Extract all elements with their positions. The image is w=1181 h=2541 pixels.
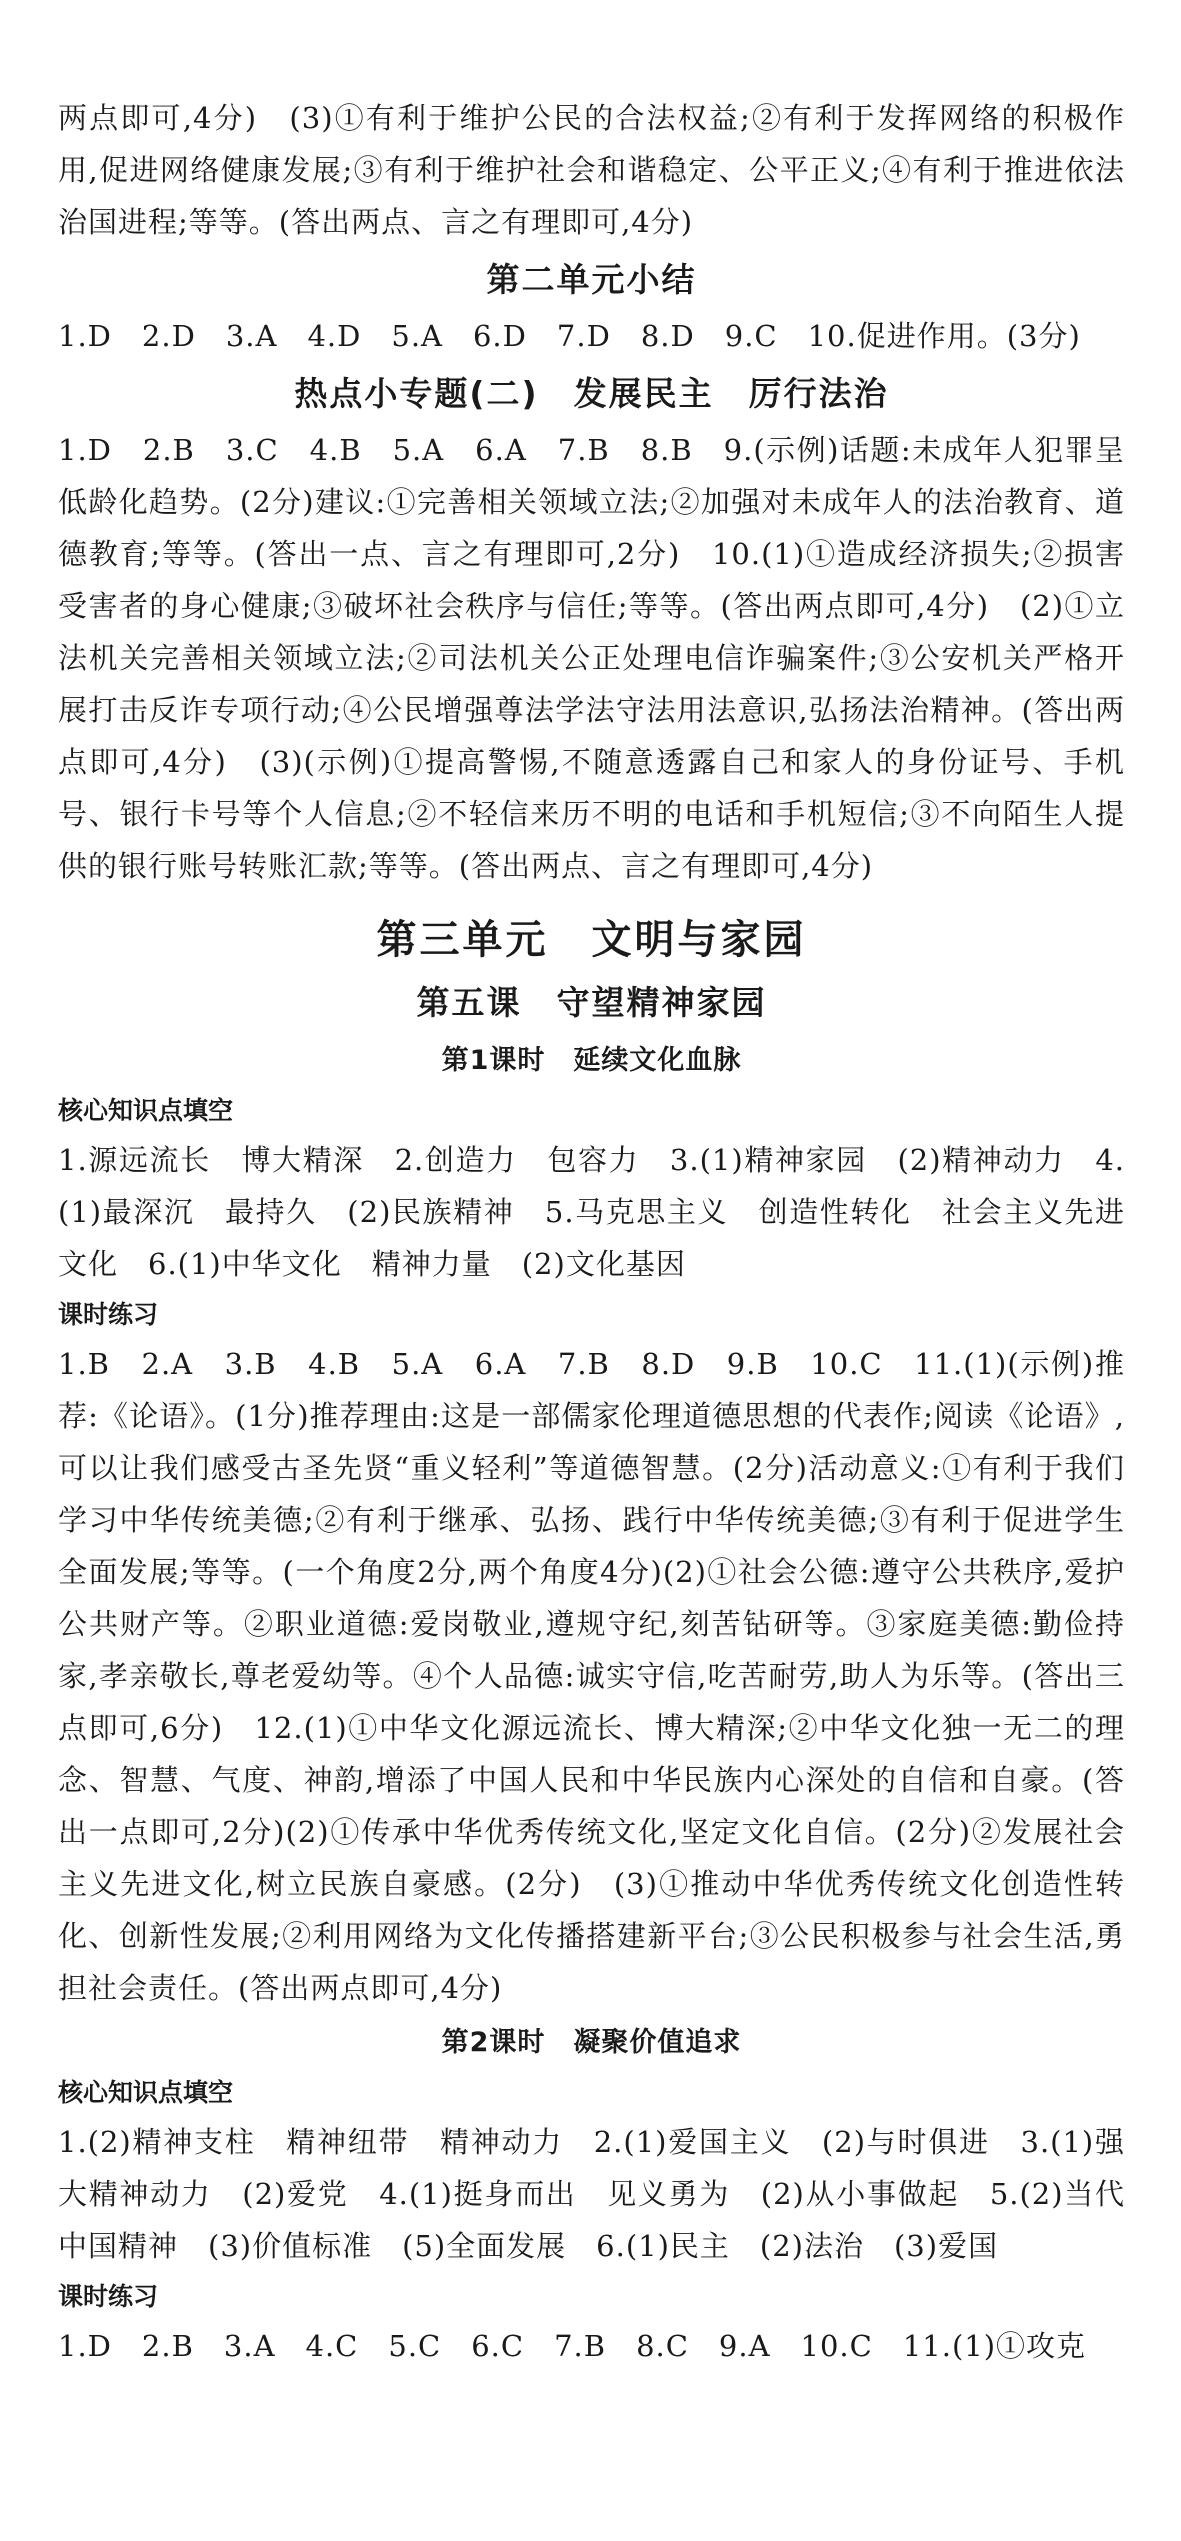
heading-unit3: 第三单元 文明与家园 xyxy=(376,917,807,963)
paragraph-hot-topic-answers: 1.D 2.B 3.C 4.B 5.A 6.A 7.B 8.B 9.(示例)话题:未成年人犯罪呈低龄化趋势。(2分)建议:①完善相关领域立法;②加强对未成年人的法治教育、道德教育;等等。(答出一点、言之有理即可,2分) 10.(1)①造成经济损失;②损害受害者的身心健康;③破坏社会秩序与信任;等等。(答出两点即可,4分) (2)①立法机关完善相关领域立法;②司法机关公正处理电信诈骗案件;③公安机关严格开展打击反诈专项行动;④公民增强尊法学法守法用法意识,弘扬法治精神。(答出两点即可,4分) (3)(示例)①提高警惕,不随意透露自己和家人的身份证号、手机号、银行卡号等个人信息;②不轻信来历不明的电话和手机短信;③不向陌生人提供的银行账号转账汇款;等等。(答出两点、言之有理即可,4分) xyxy=(58,433,1125,883)
heading-lesson5-period2: 第2课时 凝聚价值追求 xyxy=(441,2027,742,2058)
paragraph-unit2-tail: 两点即可,4分) (3)①有利于维护公民的合法权益;②有利于发挥网络的积极作用,促进网络健康发展;③有利于维护社会和谐稳定、公平正义;④有利于推进依法治国进程;等等。(答出两点、言之有理即可,4分) xyxy=(58,101,1125,239)
heading-lesson5: 第五课 守望精神家园 xyxy=(416,983,767,1022)
paragraph-practice-1: 1.B 2.A 3.B 4.B 5.A 6.A 7.B 8.D 9.B 10.C 11.(1)(示例)推荐:《论语》。(1分)推荐理由:这是一部儒家伦理道德思想的代表作;阅读《论语》,可以让我们感受古圣先贤“重义轻利”等道德智慧。(2分)活动意义:①有利于我们学习中华传统美德;②有利于继承、弘扬、践行中华传统美德;③有利于促进学生全面发展;等等。(一个角度2分,两个角度4分)(2)①社会公德:遵守公共秩序,爱护公共财产等。②职业道德:爱岗敬业,遵规守纪,刻苦钻研等。③家庭美德:勤俭持家,孝亲敬长,尊老爱幼等。④个人品德:诚实守信,吃苦耐劳,助人为乐等。(答出三点即可,6分) 12.(1)①中华文化源远流长、博大精深;②中华文化独一无二的理念、智慧、气度、神韵,增添了中国人民和中华民族内心深处的自信和自豪。(答出一点即可,2分)(2)①传承中华优秀传统文化,坚定文化自信。(2分)②发展社会主义先进文化,树立民族自豪感。(2分) (3)①推动中华优秀传统文化创造性转化、创新性发展;②利用网络为文化传播搭建新平台;③公民积极参与社会生活,勇担社会责任。(答出两点即可,4分) xyxy=(58,1347,1125,2005)
paragraph-practice-2: 1.D 2.B 3.A 4.C 5.C 6.C 7.B 8.C 9.A 10.C 11.(1)①攻克 xyxy=(58,2329,1087,2363)
subheading-core-knowledge-1: 核心知识点填空 xyxy=(58,1096,234,1125)
paragraph-core-knowledge-1: 1.源远流长 博大精深 2.创造力 包容力 3.(1)精神家园 (2)精神动力 4.(1)最深沉 最持久 (2)民族精神 5.马克思主义 创造性转化 社会主义先进文化 6.(1)中华文化 精神力量 (2)文化基因 xyxy=(58,1143,1125,1281)
paragraph-unit2-answers: 1.D 2.D 3.A 4.D 5.A 6.D 7.D 8.D 9.C 10.促进作用。(3分) xyxy=(58,319,1081,353)
subheading-practice-1: 课时练习 xyxy=(58,1300,159,1329)
subheading-core-knowledge-2: 核心知识点填空 xyxy=(58,2078,234,2107)
paragraph-core-knowledge-2: 1.(2)精神支柱 精神纽带 精神动力 2.(1)爱国主义 (2)与时俱进 3.(1)强大精神动力 (2)爱党 4.(1)挺身而出 见义勇为 (2)从小事做起 5.(2)当代中国精神 (3)价值标准 (5)全面发展 6.(1)民主 (2)法治 (3)爱国 xyxy=(58,2125,1125,2263)
heading-unit2-summary: 第二单元小结 xyxy=(486,260,697,299)
subheading-practice-2: 课时练习 xyxy=(58,2282,159,2311)
heading-hot-topic: 热点小专题(二) 发展民主 厉行法治 xyxy=(294,374,889,413)
heading-lesson5-period1: 第1课时 延续文化血脉 xyxy=(441,1045,742,1076)
